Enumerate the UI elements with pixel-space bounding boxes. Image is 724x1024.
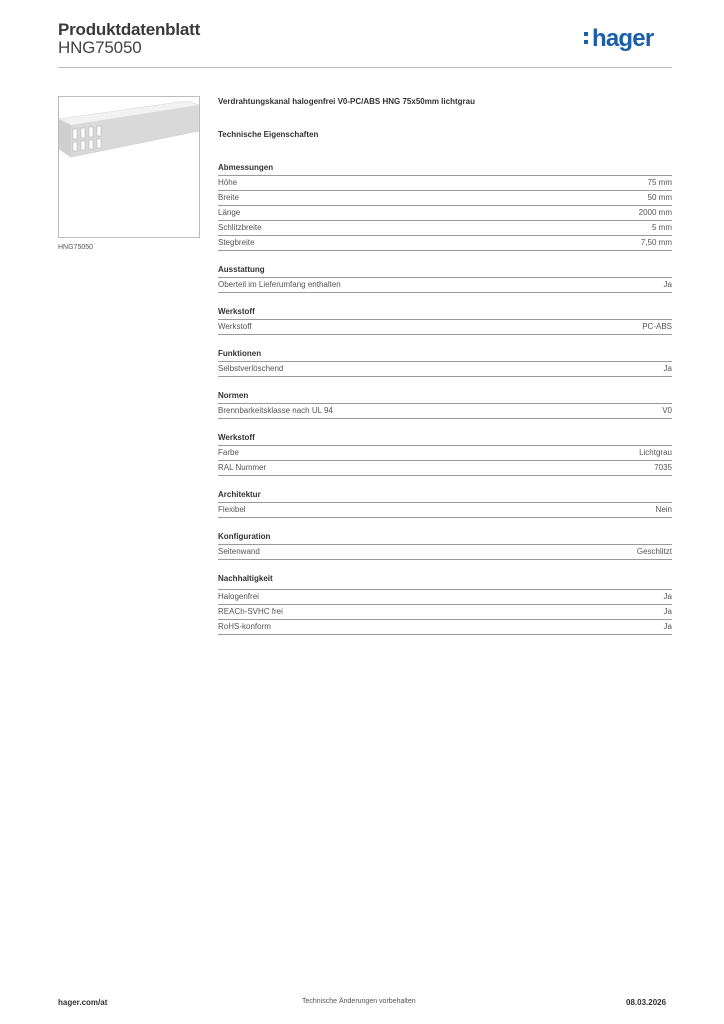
spec-value: Ja — [663, 607, 672, 616]
spec-group-title: Abmessungen — [218, 161, 672, 176]
spec-row — [218, 605, 672, 620]
spec-label: RAL Nummer — [218, 463, 267, 472]
spec-row — [218, 446, 672, 461]
section-title: Technische Eigenschaften — [218, 130, 319, 139]
spec-label: Oberteil im Lieferumfang enthalten — [218, 280, 341, 289]
spec-row — [218, 278, 672, 293]
spec-label: Farbe — [218, 448, 239, 457]
footer-notice: Technische Änderungen vorbehalten — [302, 998, 416, 1005]
spec-group-title: Konfiguration — [218, 530, 672, 545]
spec-row — [218, 404, 672, 419]
footer-date: 08.03.2026 — [626, 998, 667, 1007]
spec-label: Schlitzbreite — [218, 223, 262, 232]
spec-label: RoHS-konform — [218, 622, 271, 631]
spec-value: 7035 — [654, 463, 672, 472]
spec-row — [218, 176, 672, 191]
spec-value: Ja — [663, 622, 672, 631]
spec-content — [218, 96, 672, 635]
spec-row — [218, 590, 672, 605]
spec-row — [218, 461, 672, 476]
spec-row — [218, 320, 672, 335]
spec-group-title: Architektur — [218, 488, 672, 503]
spec-group-title: Werkstoff — [218, 305, 672, 320]
spec-group — [218, 389, 672, 419]
spec-value: Ja — [663, 592, 672, 601]
product-image — [58, 96, 200, 238]
spec-label: Werkstoff — [218, 322, 252, 331]
spec-value: 75 mm — [647, 178, 672, 187]
logo-colon-icon — [584, 32, 589, 46]
spec-row — [218, 191, 672, 206]
spec-value: PC-ABS — [642, 322, 672, 331]
spec-group-title: Funktionen — [218, 347, 672, 362]
spec-row — [218, 236, 672, 251]
spec-group-title: Normen — [218, 389, 672, 404]
spec-group-title: Werkstoff — [218, 431, 672, 446]
spec-row — [218, 503, 672, 518]
spec-row — [218, 545, 672, 560]
spec-row — [218, 620, 672, 635]
spec-label: Selbstverlöschend — [218, 364, 284, 373]
spec-label: Stegbreite — [218, 238, 255, 247]
footer-website[interactable]: hager.com/at — [58, 998, 108, 1007]
spec-group — [218, 161, 672, 251]
spec-group-title: Ausstattung — [218, 263, 672, 278]
spec-row — [218, 221, 672, 236]
spec-value: 2000 mm — [638, 208, 672, 217]
spec-label: Flexibel — [218, 505, 246, 514]
spec-value: Ja — [663, 364, 672, 373]
spec-value: V0 — [662, 406, 672, 415]
spec-label: Länge — [218, 208, 241, 217]
spec-row — [218, 206, 672, 221]
spec-label: Seitenwand — [218, 547, 260, 556]
spec-group — [218, 530, 672, 560]
spec-value: 7,50 mm — [640, 238, 672, 247]
spec-group — [218, 572, 672, 635]
spec-group-title: Nachhaltigkeit — [218, 572, 672, 590]
header-divider — [58, 67, 672, 68]
spec-value: Nein — [655, 505, 672, 514]
spec-group — [218, 488, 672, 518]
spec-group — [218, 305, 672, 335]
hager-logo — [592, 25, 653, 53]
spec-value: Lichtgrau — [639, 448, 672, 457]
spec-row — [218, 362, 672, 377]
document-title: Produktdatenblatt — [58, 20, 201, 39]
spec-value: 5 mm — [652, 223, 672, 232]
spec-value: Ja — [663, 280, 672, 289]
product-name: Verdrahtungskanal halogenfrei V0-PC/ABS HNG 75x50mm lichtgrau — [218, 97, 475, 106]
spec-label: Höhe — [218, 178, 238, 187]
logo-text: hager — [592, 25, 654, 52]
image-caption: HNG75050 — [58, 244, 94, 251]
spec-value: 50 mm — [647, 193, 672, 202]
spec-groups — [218, 161, 672, 635]
cable-duct-illustration — [59, 97, 199, 237]
spec-label: REACh-SVHC frei — [218, 607, 283, 616]
spec-group — [218, 431, 672, 476]
spec-label: Halogenfrei — [218, 592, 259, 601]
spec-label: Brennbarkeitsklasse nach UL 94 — [218, 406, 333, 415]
article-number: HNG75050 — [58, 38, 142, 57]
spec-group — [218, 347, 672, 377]
spec-value: Geschlitzt — [636, 547, 672, 556]
spec-label: Breite — [218, 193, 239, 202]
spec-group — [218, 263, 672, 293]
